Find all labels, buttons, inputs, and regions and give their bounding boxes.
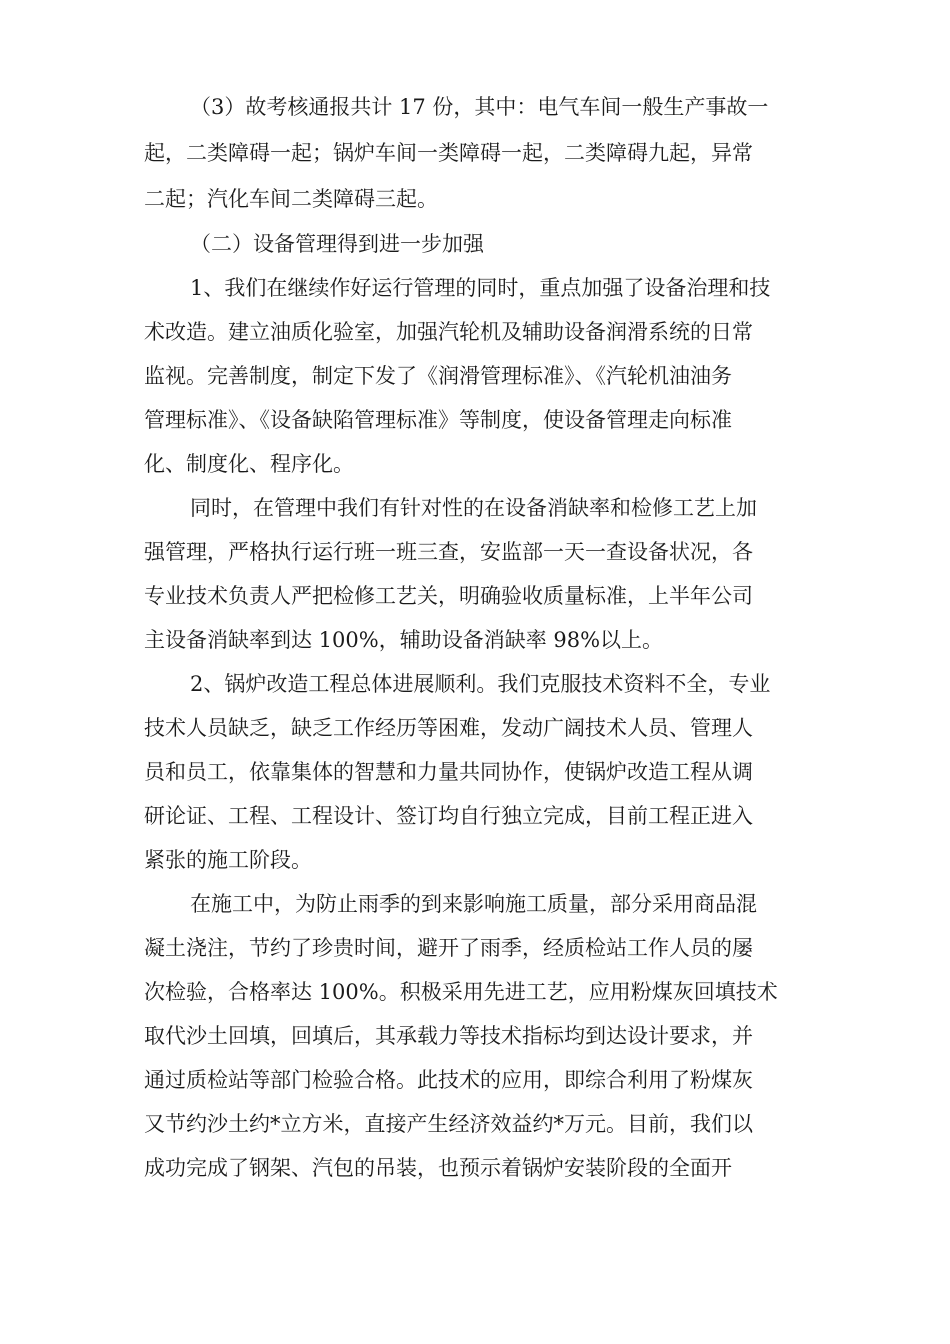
text-line: 同时，在管理中我们有针对性的在设备消缺率和检修工艺上加: [190, 496, 757, 520]
section-heading: （二）设备管理得到进一步加强: [190, 232, 484, 256]
text-line: 紧张的施工阶段。: [144, 848, 312, 872]
text-line: 技术人员缺乏，缺乏工作经历等困难，发动广阔技术人员、管理人: [144, 716, 753, 740]
text-line: 1、我们在继续作好运行管理的同时，重点加强了设备治理和技: [190, 276, 771, 300]
text-line: 员和员工，依靠集体的智慧和力量共同协作，使锅炉改造工程从调: [144, 760, 753, 784]
text-line: 二起；汽化车间二类障碍三起。: [144, 187, 438, 211]
text-line: 取代沙土回填，回填后，其承载力等技术指标均到达设计要求，并: [144, 1024, 753, 1048]
text-line: 主设备消缺率到达 100%，辅助设备消缺率 98%以上。: [144, 628, 664, 652]
text-line: 化、制度化、程序化。: [144, 452, 354, 476]
text-line: 术改造。建立油质化验室，加强汽轮机及辅助设备润滑系统的日常: [144, 320, 753, 344]
text-line: 又节约沙土约*立方米，直接产生经济效益约*万元。目前，我们以: [144, 1112, 753, 1136]
text-line: （3）故考核通报共计 17 份，其中：电气车间一般生产事故一: [190, 95, 769, 119]
text-line: 成功完成了钢架、汽包的吊装，也预示着锅炉安装阶段的全面开: [144, 1156, 732, 1180]
text-line: 专业技术负责人严把检修工艺关，明确验收质量标准，上半年公司: [144, 584, 753, 608]
text-line: 强管理，严格执行运行班一班三查，安监部一天一查设备状况，各: [144, 540, 753, 564]
text-line: 管理标准》、《设备缺陷管理标准》等制度，使设备管理走向标准: [144, 408, 732, 432]
text-line: 研论证、工程、工程设计、签订均自行独立完成，目前工程正进入: [144, 804, 753, 828]
text-line: 次检验，合格率达 100%。积极采用先进工艺，应用粉煤灰回填技术: [144, 980, 778, 1004]
text-line: 在施工中，为防止雨季的到来影响施工质量，部分采用商品混: [190, 892, 757, 916]
text-line: 通过质检站等部门检验合格。此技术的应用，即综合利用了粉煤灰: [144, 1068, 753, 1092]
text-line: 监视。完善制度，制定下发了《润滑管理标准》、《汽轮机油油务: [144, 364, 732, 388]
text-line: 起，二类障碍一起；锅炉车间一类障碍一起，二类障碍九起，异常: [144, 141, 753, 165]
text-line: 2、锅炉改造工程总体进展顺利。我们克服技术资料不全，专业: [190, 672, 771, 696]
text-line: 凝土浇注，节约了珍贵时间，避开了雨季，经质检站工作人员的屡: [144, 936, 753, 960]
